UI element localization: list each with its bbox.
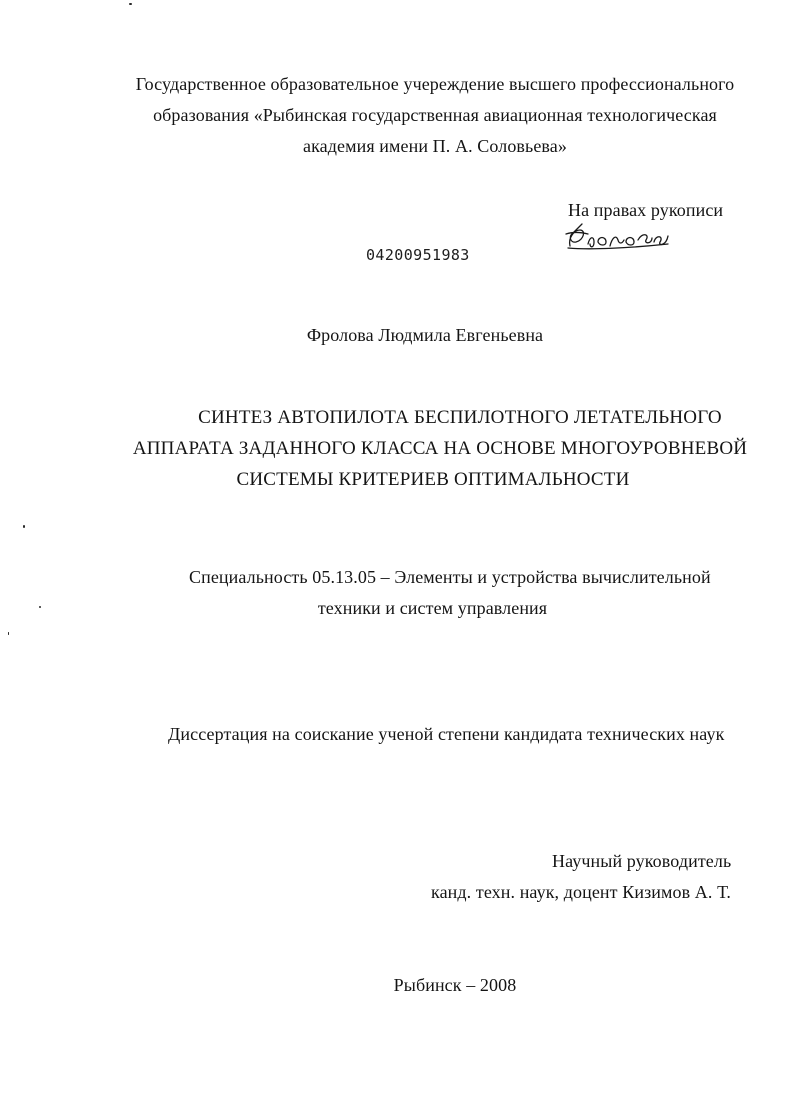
handwritten-signature <box>560 218 680 254</box>
specialty-line-1: Специальность 05.13.05 – Элементы и устройства вычислительной <box>189 567 711 587</box>
supervisor-name: канд. техн. наук, доцент Кизимов А. Т. <box>431 882 731 902</box>
title-line-3: СИСТЕМЫ КРИТЕРИЕВ ОПТИМАЛЬНОСТИ <box>236 469 630 490</box>
specialty-line-2: техники и систем управления <box>317 598 548 618</box>
title-line-2: АППАРАТА ЗАДАННОГО КЛАССА НА ОСНОВЕ МНОГОУРОВНЕВОЙ <box>132 438 748 459</box>
institution-line-1: Государственное образовательное учереждение высшего профессионального <box>135 74 735 94</box>
city-year: Рыбинск – 2008 <box>393 975 517 995</box>
dissertation-degree: Диссертация на соискание ученой степени кандидата технических наук <box>168 724 725 744</box>
manuscript-rights: На правах рукописи <box>568 200 724 220</box>
supervisor-label: Научный руководитель <box>552 851 732 871</box>
title-line-1: СИНТЕЗ АВТОПИЛОТА БЕСПИЛОТНОГО ЛЕТАТЕЛЬНОГО <box>198 407 722 428</box>
institution-line-2: образования «Рыбинская государственная авиационная технологическая <box>153 105 717 125</box>
scan-speck <box>129 3 132 5</box>
scan-speck <box>39 606 41 608</box>
author-name: Фролова Людмила Евгеньевна <box>306 325 544 345</box>
institution-line-3: академия имени П. А. Соловьева» <box>303 136 567 156</box>
scan-speck <box>23 525 25 528</box>
library-stamp-number: 04200951983 <box>366 246 470 264</box>
scan-speck <box>8 632 9 635</box>
